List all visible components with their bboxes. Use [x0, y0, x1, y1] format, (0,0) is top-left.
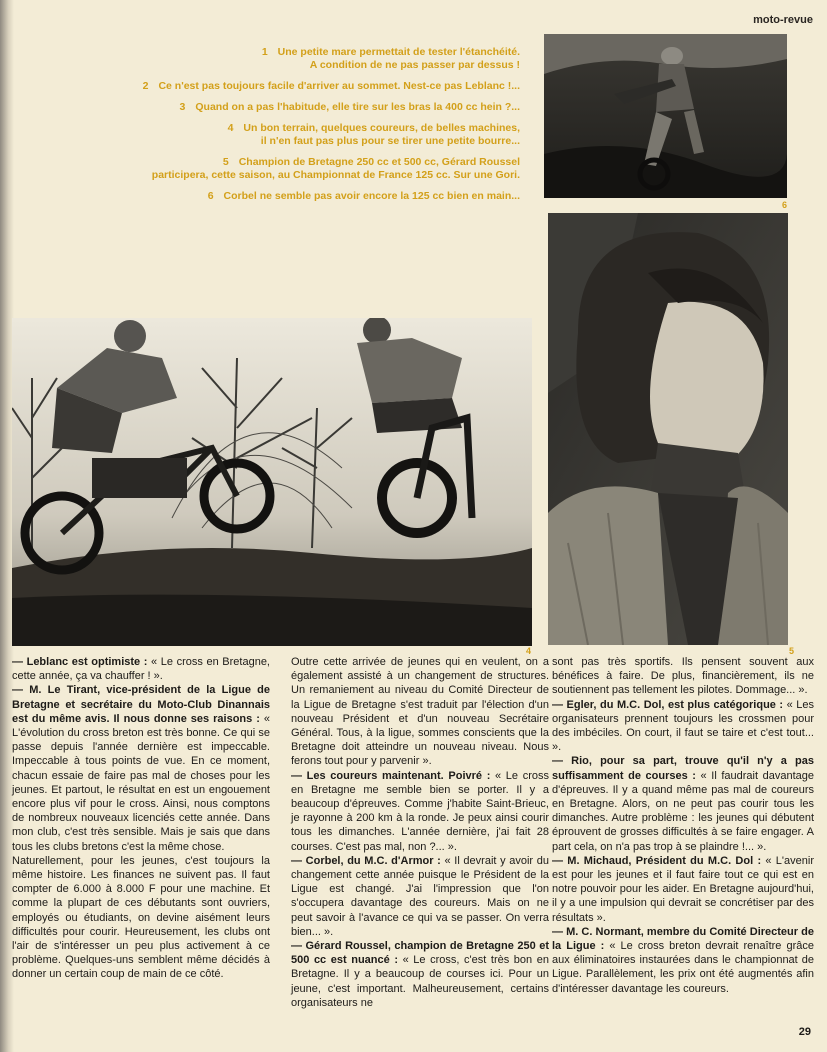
quote-text: « Les organisateurs prennent toujours les crossmen pour des imbéciles. On court, il faut se taire et c'est tout... ». [552, 698, 814, 754]
caption-1 [60, 46, 520, 72]
quote-text: « Il devrait y avoir du changement cette année puisque le Président de la Ligue est changé. J'ai l'impression que l'on s'occupera davantage des coureurs. Mais on ne peut savoir à l'avance ce qui va se passer. On verra bien... ». [291, 854, 549, 938]
article-paragraph [12, 854, 270, 982]
speaker-lead: — Gérard Roussel, champion de Bretagne 250 et 500 cc est nuancé : [291, 940, 549, 967]
speaker-lead: — M. C. Normant, membre du Comité Directeur de la Ligue : [552, 925, 814, 953]
article-column-3 [552, 655, 814, 996]
photo-gerard-roussel-image [548, 213, 788, 645]
quote-text: « Le cross, c'est très bon en Bretagne. Il y a beaucoup de courses ici. Pour un jeune, c'est important. Malheureusement, certains organisateurs ne [291, 954, 549, 1009]
caption-number: 1 [261, 46, 268, 58]
photo-riders-jumping-image [12, 318, 532, 646]
speaker-lead: — M. Le Tirant, vice-président de la Ligue de Bretagne et secrétaire du Moto-Club Dinannais est du même avis. Il nous donne ses raisons : [12, 684, 270, 725]
caption-6 [60, 190, 520, 203]
article-paragraph [291, 769, 549, 854]
speaker-lead: — Egler, du M.C. Dol, est plus catégorique : [552, 698, 784, 711]
quote-text: « L'évolution du cross breton est très bonne. Ce qui se passe depuis l'année dernière est impeccable. Impeccable à tous points de vue. En ce moment, chacun essaie de faire pas mal de choses pour les jeunes. Et partout, le résultat en est un engouement encore plus vif pour le cross. Ainsi, nous comptons de nombreux nouveaux licenciés cette année. Dans mon club, c'est très sensible. Mais je sais que dans tous les clubs bretons c'est la même chose. [12, 712, 270, 853]
quote-text: « Il faudrait davantage d'épreuves. Il y a quand même pas mal de coureurs en Bretagne. Alors, on ne peut pas courir tous les dimanches. Autre problème : les jeunes qui débutent éprouvent de grosses difficultés à se faire engager. A part cela, on n'a pas trop à se plaindre !... ». [552, 769, 814, 853]
caption-text: il n'en faut pas plus pour se tirer une petite bourre... [260, 135, 520, 147]
quote-text: Naturellement, pour les jeunes, c'est toujours la même histoire. Les finances ne suivent pas. Il faut compter de 6.000 à 8.000 F pour une machine. Et comme la plupart de ces débutants sont ouvriers, employés ou étudiants, on devine aisément leurs difficultés pour courir. Heureusement, les clubs ont l'air de s'intéresser un peu plus activement à ce problème. Quelques-uns semblent même décidés à donner un certain coup de main de ce côté. [12, 854, 270, 981]
photo-gerard-roussel-portrait [548, 213, 788, 645]
article-paragraph [552, 698, 814, 755]
quote-text: « Le cross en Bretagne, cette année, ça va chauffer ! ». [12, 656, 270, 683]
photo-corbel-riding [544, 34, 787, 198]
article-paragraph [552, 925, 814, 996]
caption-text: participera, cette saison, au Championnat de France 125 cc. Sur une Gori. [151, 169, 520, 181]
figure-number-5: 5 [789, 646, 795, 656]
article-column-2 [291, 655, 549, 1010]
quote-text: sont pas très sportifs. Ils pensent souvent aux bénéfices à faire. De plus, financièrement, ils ne soutiennent pas tellement les pilotes. Dommage... ». [552, 656, 814, 697]
caption-text: Une petite mare permettait de tester l'étanchéité. [277, 46, 520, 58]
quote-text: Outre cette arrivée de jeunes qui en veulent, on a également assisté à un changement de structures. Un remaniement au niveau du Comité Directeur de la Ligue de Bretagne s'est traduit par l'élection d'un nouveau Président et d'un nouveau Secrétaire Général. Tous, à la ligue, sommes conscients que la Bretagne doit atteindre un nouveau niveau. Nous ferons tout pour y parvenir ». [291, 656, 549, 768]
article-paragraph [291, 854, 549, 939]
article-paragraph [12, 655, 270, 683]
caption-3 [60, 101, 520, 114]
photo-captions [60, 46, 520, 211]
caption-text: Quand on a pas l'habitude, elle tire sur les bras la 400 cc hein ?... [195, 101, 520, 113]
caption-text: Ce n'est pas toujours facile d'arriver au sommet. Nest-ce pas Leblanc !... [158, 80, 520, 92]
figure-number-6: 6 [782, 200, 788, 210]
magazine-name: moto-revue [753, 14, 813, 26]
quote-text: « Le cross en Bretagne me semble bien se porter. Il y a beaucoup d'épreuves. Comme j'habite Saint-Brieuc, je rayonne à 200 km à la ronde. Je peux ainsi courir tous les dimanches. L'année dernière, j'ai fait 28 courses. C'est pas mal, non ?... ». [291, 769, 549, 853]
caption-text: Un bon terrain, quelques coureurs, de belles machines, [243, 122, 520, 134]
photo-riders-jumping [12, 318, 532, 646]
speaker-lead: — Leblanc est optimiste : [12, 656, 148, 668]
speaker-lead: — Rio, pour sa part, trouve qu'il n'y a pas suffisamment de courses : [552, 755, 814, 782]
article-paragraph [552, 655, 814, 698]
page-number: 29 [798, 1026, 811, 1038]
quote-text: « L'avenir est pour les jeunes et il faut faire tout ce qui est en notre pouvoir pour les aider. En Bretagne aujourd'hui, il y a une impulsion qui devrait se concrétiser par des résultats ». [552, 854, 814, 924]
caption-4 [60, 122, 520, 148]
article-paragraph [291, 655, 549, 769]
caption-text: Champion de Bretagne 250 cc et 500 cc, Gérard Roussel [238, 156, 520, 168]
caption-number: 3 [179, 101, 186, 113]
caption-5 [60, 156, 520, 182]
speaker-lead: — Corbel, du M.C. d'Armor : [291, 854, 441, 867]
caption-number: 5 [222, 156, 229, 168]
article-column-1 [12, 655, 270, 982]
caption-2 [60, 80, 520, 93]
caption-text: Corbel ne semble pas avoir encore la 125 cc bien en main... [223, 190, 520, 202]
speaker-lead: — M. Michaud, Président du M.C. Dol : [552, 854, 762, 867]
photo-corbel-riding-image [544, 34, 787, 198]
caption-number: 6 [207, 190, 214, 202]
article-paragraph [552, 854, 814, 925]
caption-number: 4 [227, 122, 234, 134]
article-paragraph [291, 939, 549, 1010]
article-paragraph [552, 754, 814, 853]
speaker-lead: — Les coureurs maintenant. Poivré : [291, 769, 491, 782]
quote-text: « Le cross breton devrait renaître grâce aux éliminatoires instaurées dans le championnat de Ligue. Parallèlement, les prix ont été augmentés afin d'intéresser davantage les coureurs. [552, 940, 814, 995]
article-paragraph [12, 683, 270, 853]
figure-number-4: 4 [526, 646, 532, 656]
caption-text: A condition de ne pas passer par dessus ! [309, 59, 520, 71]
caption-number: 2 [142, 80, 149, 92]
